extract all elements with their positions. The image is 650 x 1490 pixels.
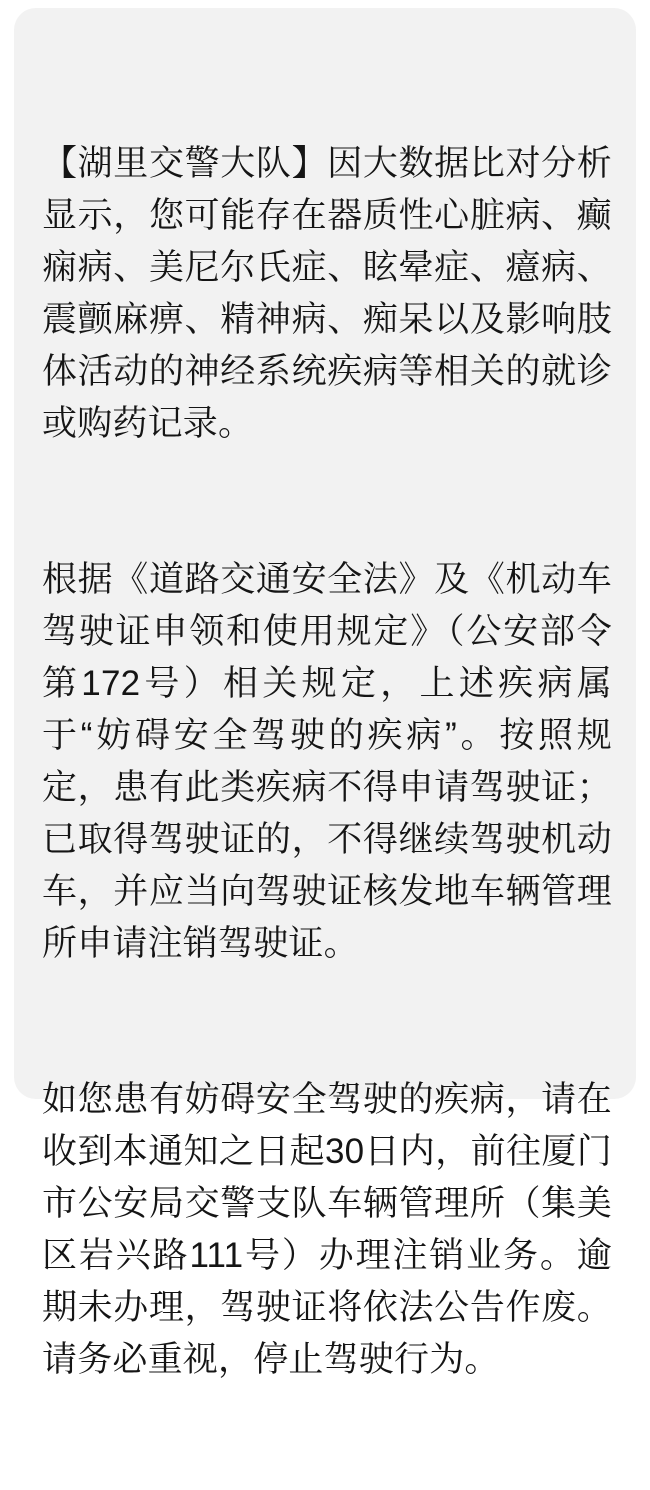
message-paragraph-3: 如您患有妨碍安全驾驶的疾病，请在收到本通知之日起30日内，前往厦门市公安局交警支队车辆管理所（集美区岩兴路111号）办理注销业务。逾期未办理，驾驶证将依法公告作废。请务必重视，停止驾驶行为。 [42, 1080, 612, 1379]
message-text-block [42, 34, 612, 1490]
message-paragraph-1: 【湖里交警大队】因大数据比对分析显示，您可能存在器质性心脏病、癫痫病、美尼尔氏症、眩晕症、癔病、震颤麻痹、精神病、痴呆以及影响肢体活动的神经系统疾病等相关的就诊或购药记录。 [42, 144, 612, 443]
message-paragraph-2: 根据《道路交通安全法》及《机动车驾驶证申领和使用规定》（公安部令第172号）相关规定，上述疾病属于“妨碍安全驾驶的疾病”。按照规定，患有此类疾病不得申请驾驶证；已取得驾驶证的，不得继续驾驶机动车，并应当向驾驶证核发地车辆管理所申请注销驾驶证。 [42, 560, 612, 963]
sms-message-bubble[interactable] [14, 8, 636, 1379]
